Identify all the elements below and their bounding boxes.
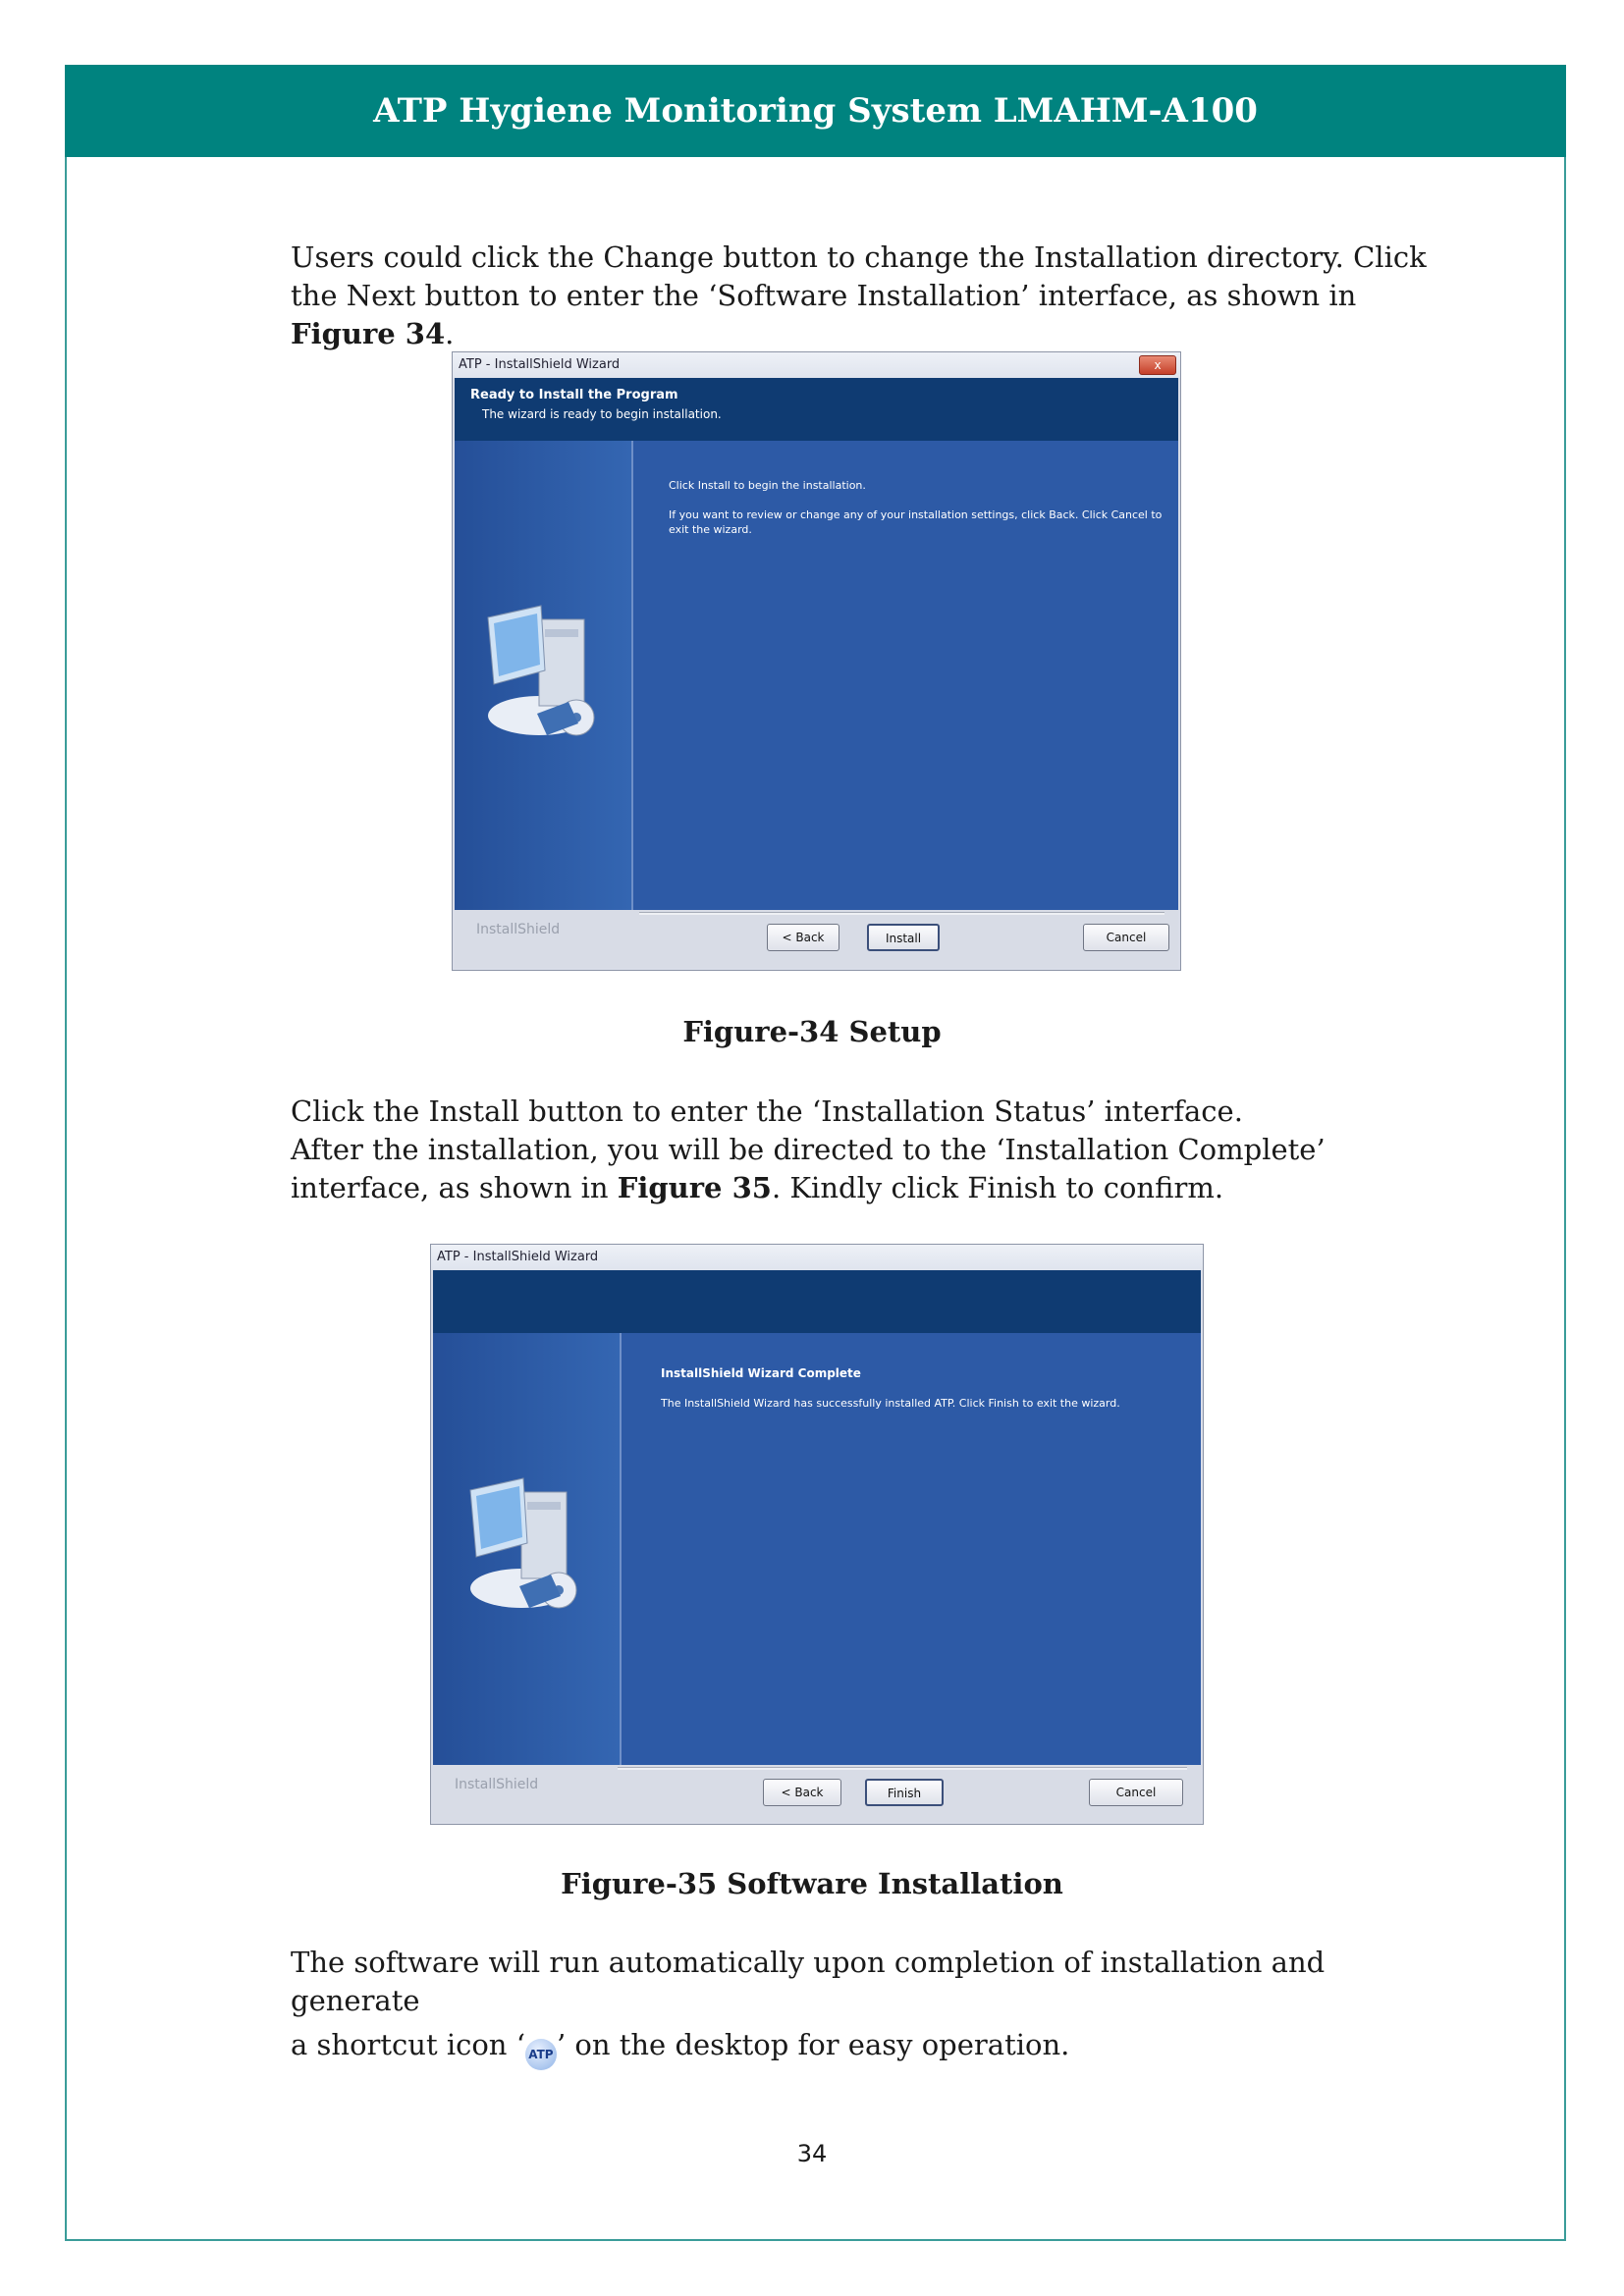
wizard-body (455, 441, 1178, 912)
shortcut-text-end: ’ on the desktop for easy operation. (556, 2028, 1070, 2061)
intro-paragraph (291, 239, 1449, 353)
closing-paragraph (291, 1944, 1449, 2070)
body-hint: If you want to review or change any of your installation settings, click Back. Click Cancel to exit the wizard. (669, 508, 1163, 536)
install-button[interactable]: Install (867, 924, 940, 951)
computer-icon (462, 1470, 590, 1618)
wizard-footer (455, 910, 1178, 968)
figure-35-caption: Figure-35 Software Installation (561, 1867, 1063, 1900)
panel-divider (620, 1333, 622, 1765)
shortcut-text: a shortcut icon ‘ (291, 2028, 525, 2061)
footer-separator (639, 912, 1164, 915)
figure-35-ref: Figure 35 (617, 1171, 772, 1204)
cancel-button[interactable]: Cancel (1089, 1779, 1183, 1806)
wizard-banner (433, 1270, 1201, 1333)
panel-divider (631, 441, 633, 912)
wizard-title: ATP - InstallShield Wizard (437, 1250, 599, 1264)
installshield-brand: InstallShield (476, 922, 561, 937)
body-instruction: Click Install to begin the installation. (669, 479, 866, 492)
computer-icon (480, 598, 608, 745)
complete-text-end: . Kindly click Finish to confirm. (771, 1171, 1224, 1204)
wizard-title-bar (431, 1245, 1203, 1270)
install-line: Click the Install button to enter the ‘Installation Status’ interface. (291, 1095, 1243, 1128)
close-icon: x (1154, 358, 1162, 372)
page-number: 34 (796, 2140, 828, 2167)
cancel-button[interactable]: Cancel (1083, 924, 1169, 951)
close-button[interactable] (1139, 355, 1176, 375)
footer-separator (618, 1767, 1187, 1770)
banner-title: Ready to Install the Program (470, 388, 678, 402)
installshield-brand: InstallShield (455, 1777, 539, 1792)
closing-line: The software will run automatically upon completion of installation and generate (291, 1946, 1326, 2017)
wizard-banner (455, 378, 1178, 441)
complete-title: InstallShield Wizard Complete (661, 1366, 861, 1380)
header-title: ATP Hygiene Monitoring System LMAHM-A100 (373, 91, 1258, 131)
wizard-title: ATP - InstallShield Wizard (459, 357, 621, 372)
intro-text: Users could click the Change button to change the Installation directory. Click the Next button to enter the ‘Software Installation’ interface, as shown in (291, 240, 1427, 312)
wizard-footer (433, 1765, 1201, 1822)
wizard-title-bar (453, 352, 1180, 378)
banner-subtitle: The wizard is ready to begin installation. (482, 407, 722, 421)
intro-text-end: . (445, 317, 455, 350)
back-button[interactable]: < Back (763, 1779, 841, 1806)
install-wizard-ready (452, 351, 1181, 971)
figure-34-ref: Figure 34 (291, 317, 446, 350)
atp-shortcut-icon: ATP (525, 2039, 557, 2070)
install-paragraph (291, 1093, 1449, 1207)
complete-text: After the installation, you will be directed to the ‘Installation Complete’ interface, as shown in (291, 1133, 1326, 1204)
install-wizard-complete (430, 1244, 1204, 1825)
finish-button[interactable]: Finish (865, 1779, 944, 1806)
back-button[interactable]: < Back (767, 924, 839, 951)
figure-34-caption: Figure-34 Setup (682, 1015, 942, 1048)
complete-message: The InstallShield Wizard has successfully installed ATP. Click Finish to exit the wizard. (661, 1397, 1120, 1410)
page-header (65, 65, 1566, 157)
wizard-body (433, 1333, 1201, 1765)
